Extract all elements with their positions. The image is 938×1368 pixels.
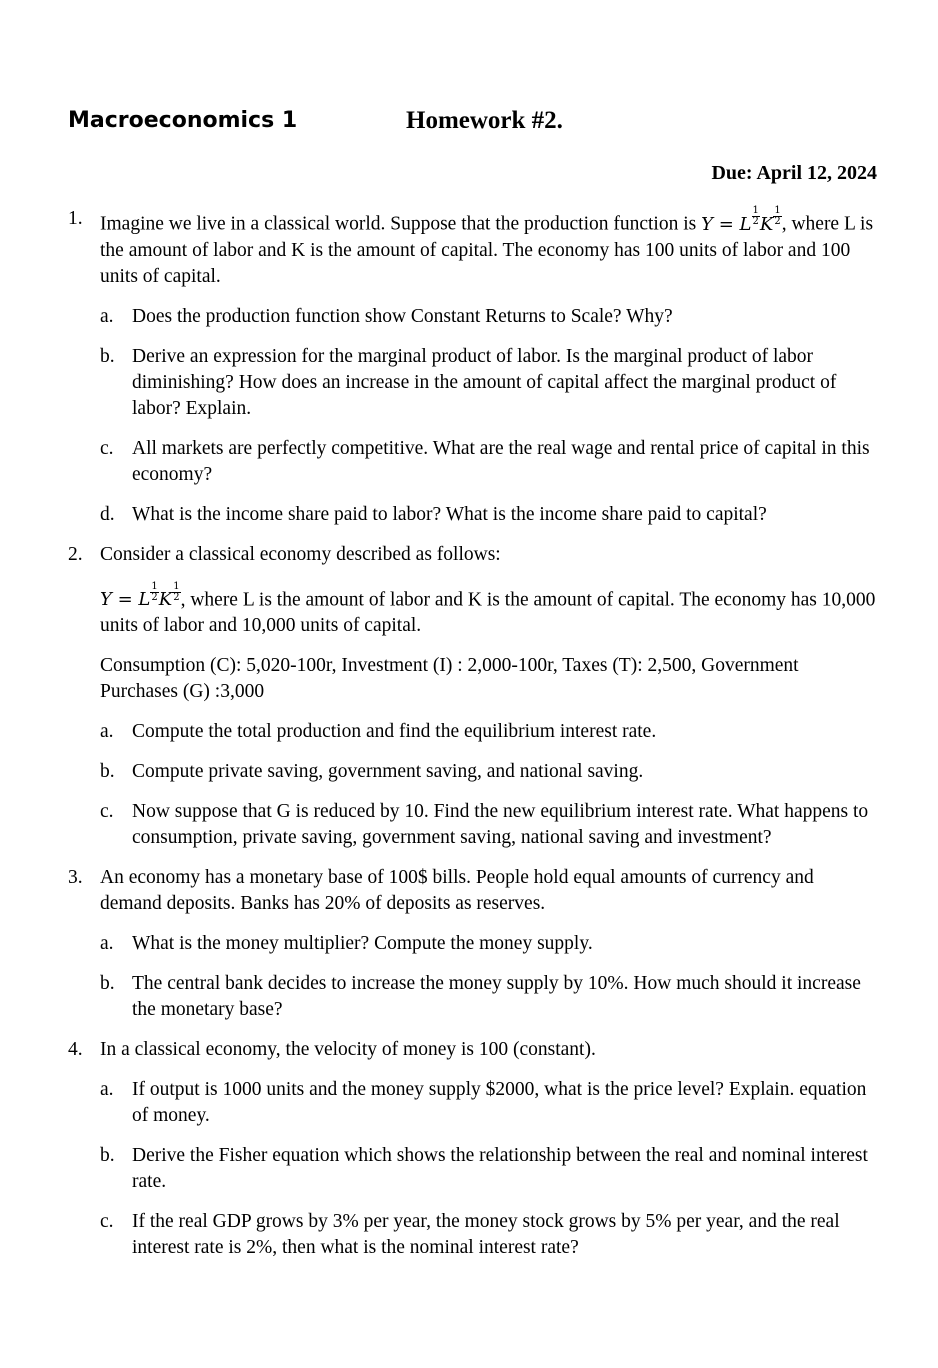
sub-question: b. Compute private saving, government saving, and national saving. — [100, 761, 644, 782]
economy-conditions: Consumption (C): 5,020-100r, Investment (I) : 2,000-100r, Taxes (T): 2,500, Government Purchases (G) :3,000 — [100, 655, 799, 702]
sub-question: c. Now suppose that G is reduced by 10. Find the new equilibrium interest rate. What happens to consumption, private saving, government saving, national saving and investment? — [100, 801, 869, 848]
question-2 — [68, 542, 878, 852]
question-number: 2. — [68, 543, 83, 565]
question-1 — [68, 206, 878, 528]
due-date: Due: April 12, 2024 — [711, 162, 877, 184]
question-number: 1. — [68, 208, 83, 229]
sub-question: a. If output is 1000 units and the money supply $2000, what is the price level? Explain. equation of money. — [100, 1079, 867, 1126]
exponent-fraction: $\frac{1}{2}$ — [173, 580, 180, 603]
question-intro: Consider a classical economy described as follows: — [100, 543, 501, 565]
document-header — [68, 108, 878, 140]
sub-question: b. Derive an expression for the marginal product of labor. Is the marginal product of labor diminishing? How does an increase in the amount of capital affect the marginal product of labor? Explain. — [100, 345, 837, 419]
homework-title: Homework #2. — [406, 107, 563, 134]
question-number: 3. — [68, 867, 83, 888]
question-3 — [68, 865, 878, 1023]
course-title: Macroeconomics 1 — [68, 108, 298, 133]
question-4 — [68, 1037, 878, 1261]
sub-question: d. What is the income share paid to labor? What is the income share paid to capital? — [100, 503, 767, 525]
question-intro: In a classical economy, the velocity of money is 100 (constant). — [100, 1039, 596, 1060]
sub-question: c. If the real GDP grows by 3% per year, the money stock grows by 5% per year, and the real interest rate is 2%, then what is the nominal interest rate? — [100, 1211, 840, 1258]
questions-list — [68, 206, 878, 1275]
sub-question: c. All markets are perfectly competitive. What are the real wage and rental price of capital in this economy? — [100, 437, 870, 485]
exponent-fraction: $\frac{1}{2}$ — [774, 205, 781, 227]
question-number: 4. — [68, 1039, 83, 1060]
production-function-paragraph: Y = L $\frac{1}{2}$ K $\frac{1}{2}$ , where L is the amount of labor and K is the amount of capital. The economy has 10,000 units of labor and 10,000 units of capital. — [100, 580, 876, 636]
sub-question: a. What is the money multiplier? Compute the money supply. — [100, 933, 593, 954]
question-intro: Imagine we live in a classical world. Suppose that the production function is Y = L $\frac{1}{2}$ K $\frac{1}{2}$ , where L is the amount of labor and K is the amount of capital. The economy has 100 units of labor and 100 units of capital. — [100, 205, 874, 287]
sub-question: b. Derive the Fisher equation which shows the relationship between the real and nominal interest rate. — [100, 1145, 868, 1192]
exponent-fraction: $\frac{1}{2}$ — [151, 580, 158, 603]
production-function-formula: Y = L $\frac{1}{2}$ K $\frac{1}{2}$ — [701, 205, 781, 235]
sub-question: a. Does the production function show Constant Returns to Scale? Why? — [100, 305, 673, 327]
question-intro: An economy has a monetary base of 100$ bills. People hold equal amounts of currency and demand deposits. Banks has 20% of deposits as reserves. — [100, 867, 814, 914]
production-function-formula: Y = L $\frac{1}{2}$ K $\frac{1}{2}$ — [100, 580, 180, 610]
sub-question: a. Compute the total production and find the equilibrium interest rate. — [100, 721, 657, 742]
sub-question: b. The central bank decides to increase the money supply by 10%. How much should it increase the monetary base? — [100, 973, 861, 1020]
exponent-fraction: $\frac{1}{2}$ — [752, 205, 759, 227]
